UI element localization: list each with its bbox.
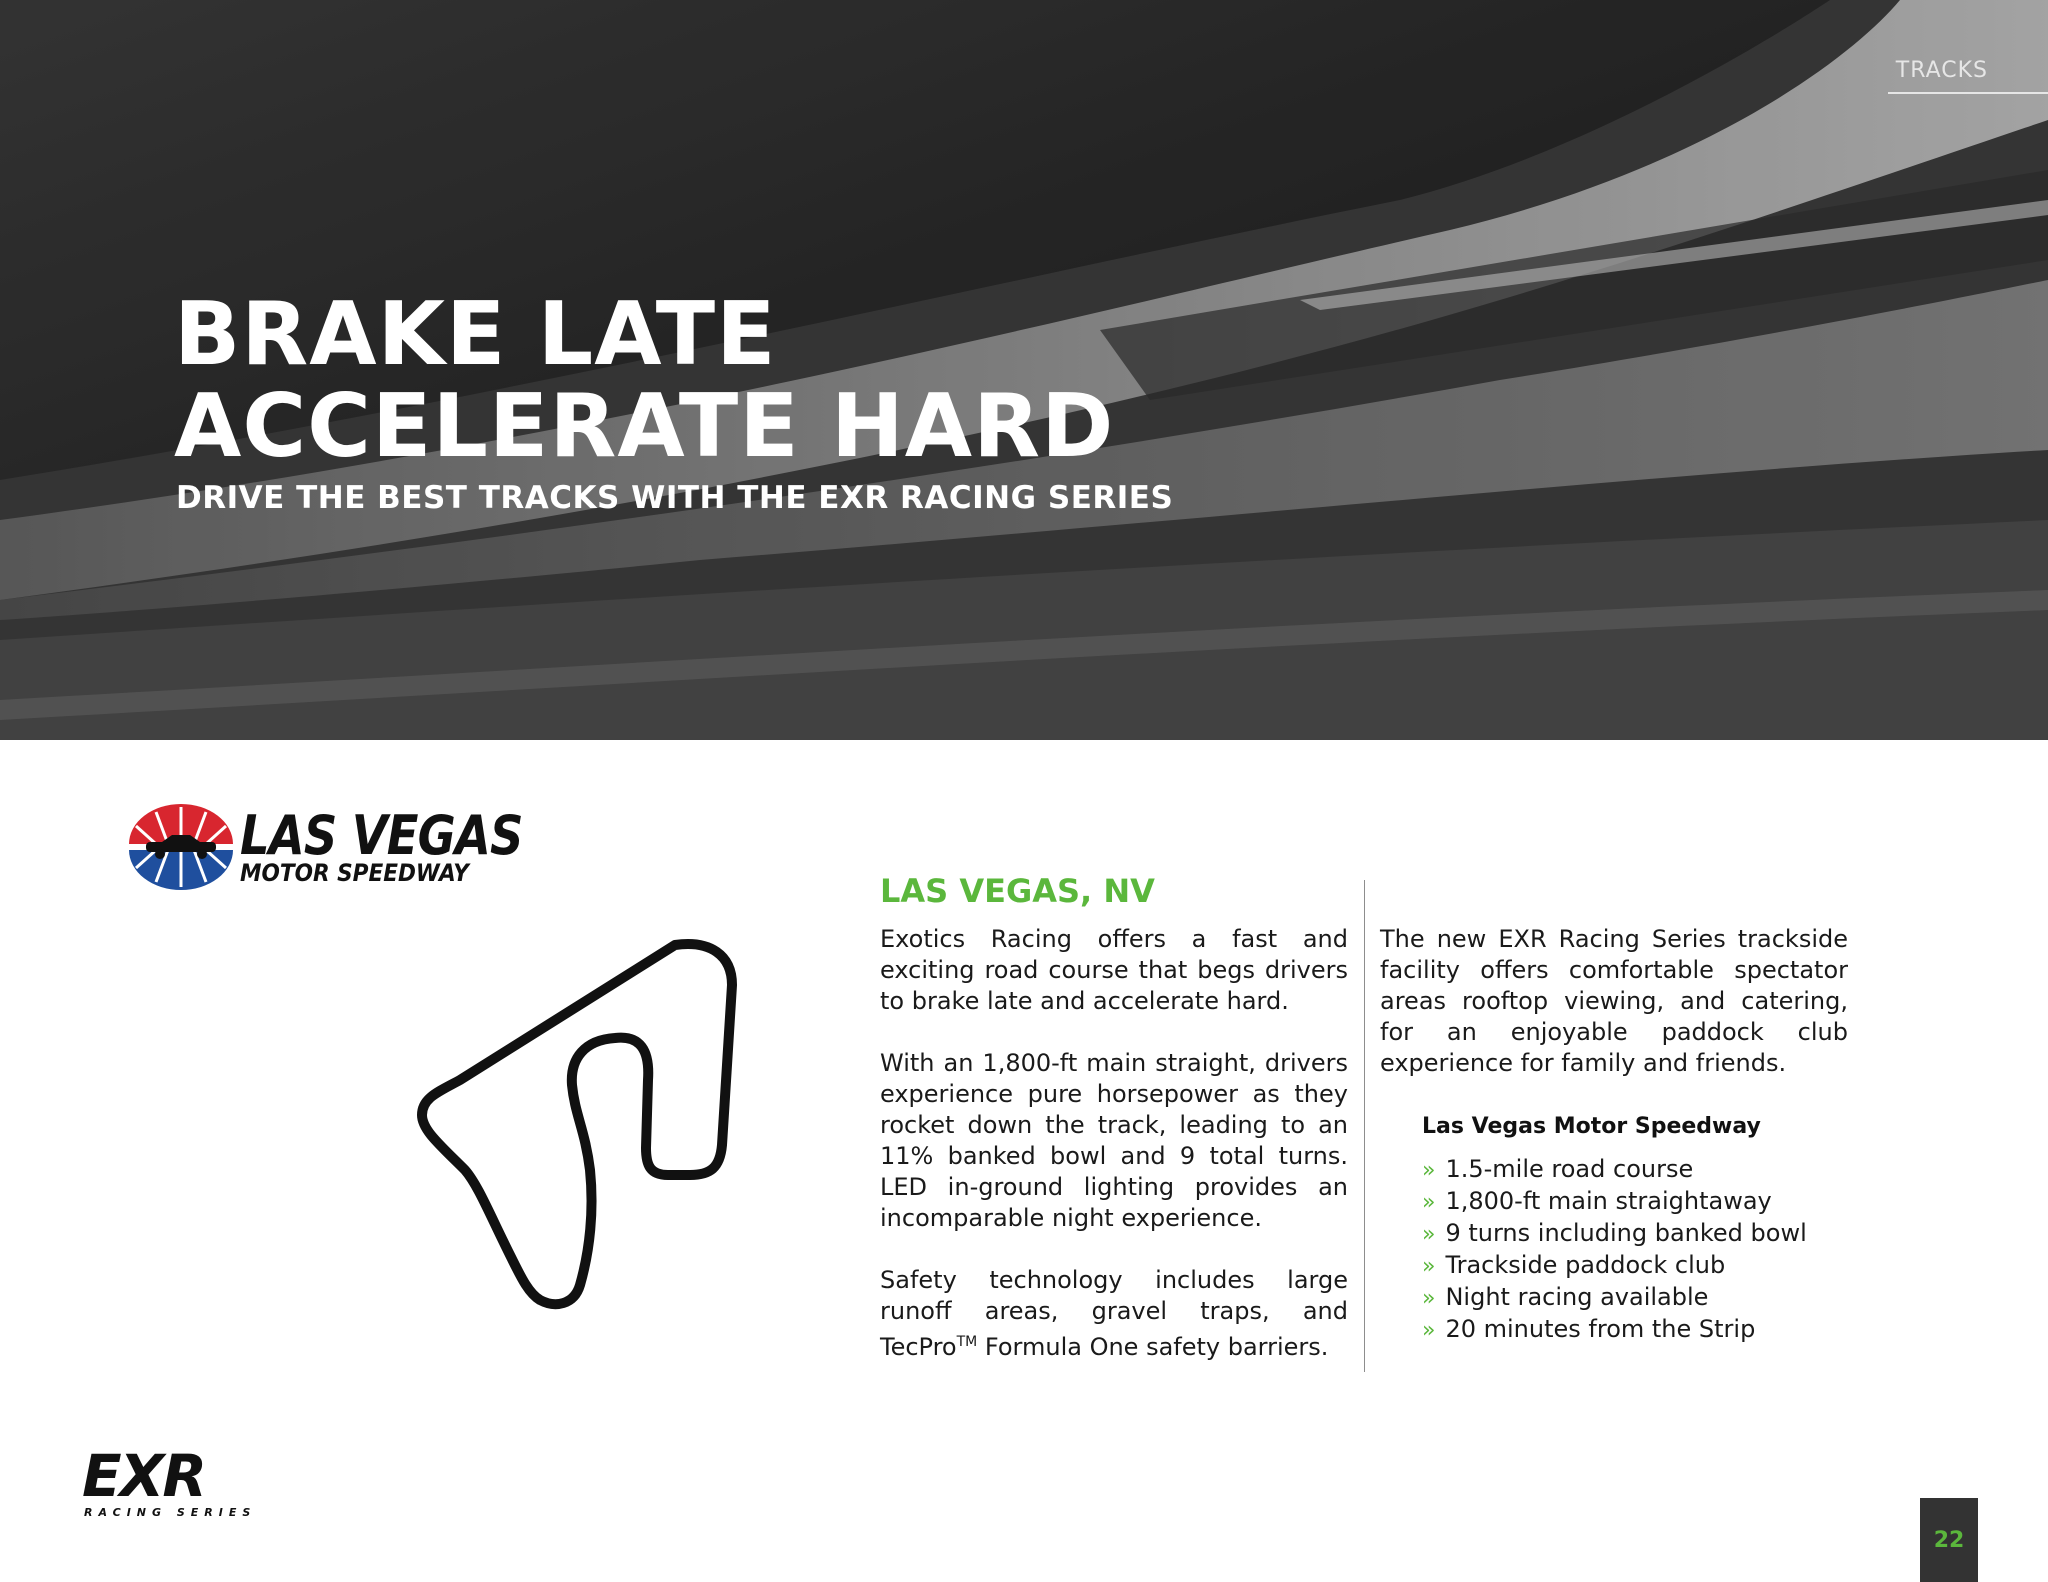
speedway-logo-emblem: [126, 804, 236, 890]
track-layout-map: [410, 930, 750, 1320]
safety-paragraph: [880, 1265, 1348, 1363]
location-heading: LAS VEGAS, NV: [880, 872, 1155, 910]
bullet-icon: »: [1422, 1254, 1436, 1279]
safety-text: Safety technology includes large runoff areas, gravel traps, and TecPro: [880, 1266, 1348, 1361]
bullet-icon: »: [1422, 1158, 1436, 1183]
bullet-icon: »: [1422, 1286, 1436, 1311]
headline-line-1: BRAKE LATE: [174, 283, 777, 385]
speedway-logo-subtitle: MOTOR SPEEDWAY: [240, 859, 469, 887]
list-item: » 1.5-mile road course: [1422, 1155, 1694, 1183]
list-item: » 20 minutes from the Strip: [1422, 1315, 1756, 1343]
headline: [174, 283, 1115, 477]
exr-logo-subtext: RACING SERIES: [84, 1506, 257, 1519]
straight-paragraph: With an 1,800-ft main straight, drivers experience pure horsepower as they rocket down the track, leading to an 11% banked bowl and 9 total turns. LED in-ground lighting provides an incomparable night experience.: [880, 1049, 1348, 1232]
list-item: » Trackside paddock club: [1422, 1251, 1726, 1279]
speedway-logo-title: LAS VEGAS: [240, 804, 523, 867]
specs-title: Las Vegas Motor Speedway: [1422, 1114, 1761, 1139]
exr-logo-text: EXR: [82, 1448, 205, 1510]
trademark-mark: TM: [956, 1334, 978, 1350]
specs-list: [1422, 1154, 1807, 1346]
headline-line-2: ACCELERATE HARD: [174, 375, 1115, 477]
bullet-icon: »: [1422, 1318, 1436, 1343]
subheadline: DRIVE THE BEST TRACKS WITH THE EXR RACING SERIES: [176, 480, 1174, 516]
description-column-1: [880, 924, 1348, 1394]
list-item: » Night racing available: [1422, 1283, 1709, 1311]
bullet-icon: »: [1422, 1222, 1436, 1247]
section-label: TRACKS: [1895, 58, 1988, 83]
list-item: » 9 turns including banked bowl: [1422, 1219, 1807, 1247]
section-label-underline: [1888, 92, 2048, 94]
hero-banner: [0, 0, 2048, 740]
exr-brand-logo: [80, 1448, 280, 1520]
description-column-2: [1380, 924, 1848, 1110]
column-divider: [1364, 880, 1365, 1372]
intro-paragraph: Exotics Racing offers a fast and exciting road course that begs drivers to brake late and accelerate hard.: [880, 925, 1348, 1015]
facility-paragraph: The new EXR Racing Series trackside facility offers comfortable spectator areas rooftop viewing, and catering, for an enjoyable paddock club experience for family and friends.: [1380, 925, 1848, 1077]
list-item: » 1,800-ft main straightaway: [1422, 1187, 1772, 1215]
safety-text-end: Formula One safety barriers.: [977, 1333, 1329, 1361]
page-number: 22: [1920, 1498, 1978, 1582]
bullet-icon: »: [1422, 1190, 1436, 1215]
